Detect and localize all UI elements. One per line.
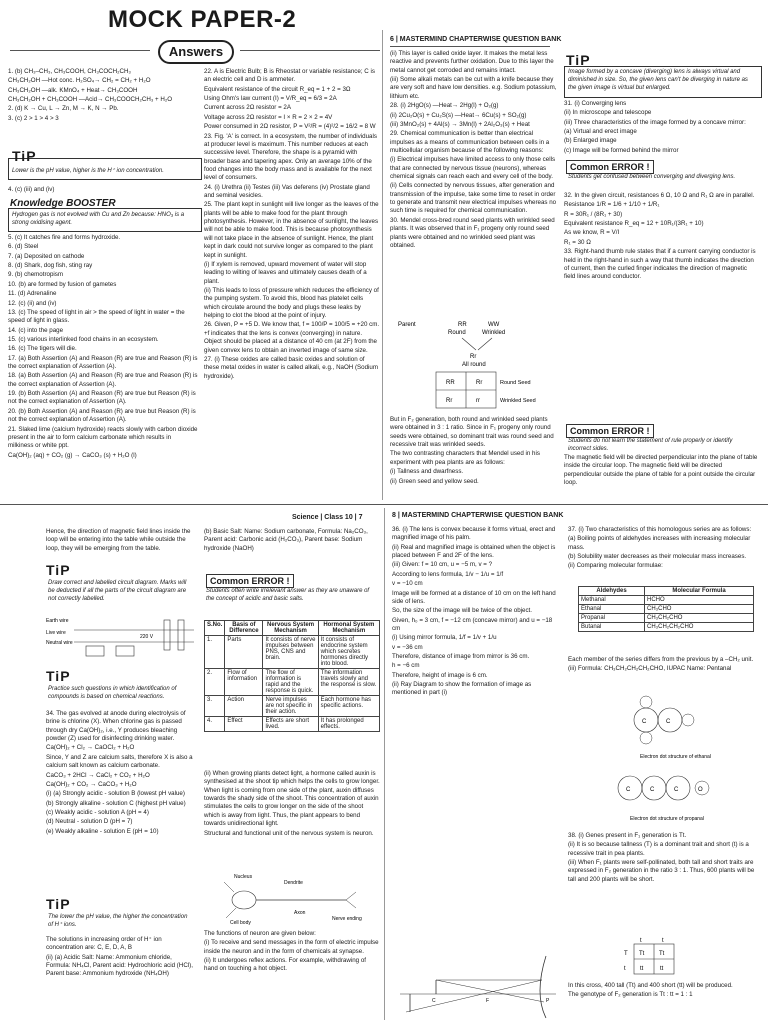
answer-22-calc: Voltage across 2Ω resistor = I × R = 2 × 2 = 4V	[204, 113, 333, 121]
answer-4: 4. (c) (iii) and (iv)	[8, 186, 55, 193]
knowledge-booster-label: Knowledge BOOSTER	[10, 198, 116, 209]
answer-mirror-h: h = −6 cm	[392, 662, 420, 670]
table-header: Basis of Difference	[225, 621, 263, 636]
answer-3: 3. (c) 2 > 1 > 4 > 3	[8, 114, 59, 122]
answer-37-diff: Each member of the series differs from the previous by a –CH₂ unit.	[568, 656, 754, 663]
table-cell: 4.	[205, 717, 225, 732]
answer-22-calc: Using Ohm's law current (I) = V/R_eq = 6/3 = 2A	[204, 95, 337, 103]
svg-text:Parent: Parent	[398, 322, 416, 328]
answer-28-iii: (iii) 3MnO₂(s) + 4Al(s) → 3Mn(l) + 2Al₂O₃(s) + Heat	[390, 120, 530, 128]
table-cell: It has prolonged effects.	[318, 717, 379, 732]
answer-mirror-given: Given, h₀ = 3 cm, f = −12 cm (concave mirror) and u = −18 cm	[392, 616, 553, 632]
page-break	[0, 504, 768, 505]
answer-29: 29. Chemical communication is better than electrical impulses as a means of communication between cells in a multicellular organism because of the following reasons:	[390, 130, 550, 154]
tip-label: TiP	[46, 668, 71, 684]
answer-31-c: (c) Image will be formed behind the mirror	[564, 146, 679, 154]
answer-auxin: (ii) When growing plants detect light, a hormone called auxin is synthesised at the shoot tip which helps the cells to grow longer. When light is coming from one side of the plant, auxin diffuses towards the shady side of the shoot. This concentration of auxin stimulates the cells to grow longer on the side of the shoot which is away from light. Thus, the plant appears to bend towards unidirectional light.	[204, 770, 380, 828]
ray-diagram	[396, 950, 560, 1020]
svg-text:tt: tt	[640, 966, 644, 972]
table-row	[579, 605, 754, 614]
page-header: 8 | MASTERMIND CHAPTERWISE QUESTION BANK	[392, 512, 564, 519]
svg-text:Dendrite: Dendrite	[284, 880, 303, 886]
tip-text: The lower the pH value, the higher the concentration of H⁺ ions.	[48, 914, 188, 928]
svg-text:WW: WW	[488, 322, 500, 328]
answer-32-calc: Resistance 1/R = 1/6 + 1/10 + 1/R₁	[564, 201, 660, 209]
bl-col2-mid	[204, 770, 380, 839]
answer-22-calc: Equivalent resistance of the circuit R_eq = 1 + 2 = 3Ω	[204, 85, 351, 93]
tip-text: Image formed by a concave (diverging) lens is always virtual and diminished in size. So, the given lens can't be diverging in nature as the given image is virtual but enlarged.	[568, 69, 748, 91]
table-cell: HCHO	[645, 596, 754, 605]
table-cell: Parts	[225, 636, 263, 669]
answer-19: 19. (b) Both Assertion (A) and Reason (R) are true but Reason (R) is not the correct explanation of Assertion (A).	[8, 390, 196, 406]
answer-36-iii: (iii) Given: f = 10 cm, u = −5 m, v = ?	[392, 561, 493, 569]
answer-36-ii: (ii) Real and magnified image is obtained when the object is placed between F and 2F of the lens.	[392, 543, 556, 560]
table-cell: The flow of information is rapid and the response is quick.	[263, 669, 318, 696]
answer-32-calc: As we know, R = V/I	[564, 229, 620, 237]
svg-text:O: O	[698, 787, 703, 793]
tip-text: Draw correct and labelled circuit diagram. Marks will be deducted if all the parts of the circuit diagram are not correctly labelled.	[48, 580, 187, 602]
answer-18: 18. (a) Both Assertion (A) and Reason (R) are true and Reason (R) is the correct explanation of Assertion (A).	[8, 372, 198, 388]
answers-col1-top	[8, 68, 198, 124]
br-col1	[392, 526, 560, 699]
right-col1	[390, 50, 558, 251]
table-row	[205, 717, 380, 732]
table-header: S.No.	[205, 621, 225, 636]
answer-38-i: 38. (i) Genes present in F₁ generation is Tt.	[568, 832, 687, 839]
answer-31-i: 31. (i) Converging lens	[564, 100, 627, 107]
answer-ph-b: (b) Strongly alkaline - solution C (highest pH value)	[46, 799, 186, 807]
answer-37-i: 37. (i) Two characteristics of this homologous series are as follows:	[568, 526, 752, 533]
answer-15: 15. (c) various interlinked food chains in an ecosystem.	[8, 335, 159, 343]
answer-30-chars: The two contrasting characters that Mendel used in his experiment with pea plants are as follows:	[390, 450, 540, 466]
br-col2-bottom	[568, 832, 760, 885]
answer-28-ii: (ii) 2Cu₂O(s) + Cu₂S(s) —Heat→ 6Cu(s) + SO₂(g)	[390, 111, 527, 119]
answer-mirror-distance: Therefore, distance of image from mirror is 36 cm.	[392, 653, 530, 661]
answer-29-ii: (ii) Cells connected by nervous tissues, after generation and transmission of the impulse, take some time to reset in order to generate and transmit new electrical impulses whereas no such time is required for chemical communication.	[390, 182, 557, 215]
answer-mirror-v: v = −36 cm	[392, 643, 423, 651]
answer-5: 5. (c) It catches fire and forms hydroxide.	[8, 234, 121, 241]
answer-25-i: (i) If xylem is removed, upward movement of water will stop leading to wilting of leaves and ultimately causes death of a plant.	[204, 260, 367, 285]
table-cell: Effect	[225, 717, 263, 732]
svg-text:Axon: Axon	[294, 910, 306, 916]
answer-10: 10. (b) are formed by fusion of gametes	[8, 280, 117, 288]
answer-order: The solutions in increasing order of H⁺ ion concentration are: C, E, D, A, B	[46, 936, 162, 952]
answer-37-b: (b) Solubility water decreases as their molecular mass increases.	[568, 553, 747, 561]
answer-ph-d: (d) Neutral - solution D (pH = 7)	[46, 818, 133, 826]
answer-30-i: (i) Tallness and dwarfness.	[390, 468, 464, 476]
answer-21: 21. Slaked lime (calcium hydroxide) reacts slowly with carbon dioxide present in the air to form calcium carbonate which results in milkiness or white ppt.	[8, 425, 198, 450]
answer-mirror-height: Therefore, height of image is 6 cm.	[392, 671, 488, 679]
answer-36-size: So, the size of the image will be twice of the object.	[392, 607, 532, 615]
svg-text:Rr: Rr	[470, 354, 477, 360]
center-divider	[382, 30, 383, 500]
table-row	[205, 696, 380, 717]
table-cell: It consists of endocrine system which secretes hormones directly into blood.	[318, 636, 379, 669]
answer-36-image: Image will be formed at a distance of 10 cm on the left hand side of lens.	[392, 589, 556, 605]
svg-text:Nucleus: Nucleus	[234, 874, 253, 880]
svg-text:RR: RR	[446, 380, 455, 386]
answer-32-calc: Equivalent resistance R_eq = 12 + 10R₁/(3R₁ + 10)	[564, 220, 704, 228]
answer-22: 22. A is Electric Bulb; B is Rheostat or variable resistance; C is an electric cell and D is ammeter.	[204, 68, 375, 84]
svg-text:Tt: Tt	[639, 951, 645, 957]
table-cell: Nerve impulses are not specific in their action.	[263, 696, 318, 717]
page-header: 6 | MASTERMIND CHAPTERWISE QUESTION BANK	[390, 36, 562, 43]
aldehyde-table	[578, 586, 754, 632]
answer-8: 8. (d) Shark, dog fish, sting ray	[8, 262, 93, 270]
answer-21-eq: Ca(OH)₂ (aq) + CO₂ (g) → CaCO₃ (s) + H₂O (l)	[8, 451, 137, 459]
svg-text:Round: Round	[448, 330, 466, 336]
svg-text:Round Seed: Round Seed	[500, 380, 531, 386]
svg-text:Neutral wire: Neutral wire	[46, 640, 73, 646]
answer-31-ii: (ii) In microscope and telescope	[564, 109, 652, 117]
table-row	[579, 623, 754, 632]
table-cell: CH₃CHO	[645, 605, 754, 614]
table-cell: The information travels slowly and the response is slow.	[318, 669, 379, 696]
answers-col1-mid	[8, 234, 198, 461]
common-error-label: Common ERROR !	[566, 160, 654, 174]
answer-38-cross: In this cross, 400 tall (Tt) and 400 short (tt) will be produced.	[568, 982, 733, 989]
svg-text:C: C	[666, 719, 671, 725]
svg-text:Electron dot structure of etha: Electron dot structure of ethanal	[640, 754, 711, 760]
tip-text: Practice such questions in which identification of compounds is based on chemical reactions.	[48, 686, 177, 700]
answer-34-text: Since, Y and Z are calcium salts, therefore X is also a calcium salt known as calcium carbonate.	[46, 753, 193, 770]
table-cell: Each hormone has specific actions.	[318, 696, 379, 717]
answer-24: 24. (i) Urethra (ii) Testes (iii) Vas deferens (iv) Prostate gland and seminal vesicles.	[204, 183, 370, 200]
answer-1-eq: CH₃CH₂OH + CH₃COOH —Acid→ CH₃COOCH₂CH₃ + H₂O	[8, 96, 173, 104]
table-cell: Effects are short lived.	[263, 717, 318, 732]
answer-37-ii: (ii) Comparing molecular formulae:	[568, 562, 663, 570]
answer-27-ii: (ii) This layer is called oxide layer. It makes the metal less reactive and prevents further oxidation. Due to this layer the metal cannot get corroded and remains intact.	[390, 50, 554, 74]
svg-text:Nerve ending: Nerve ending	[332, 916, 362, 922]
kb-text: Hydrogen gas is not evolved with Cu and Zn because: HNO₃ is a strong oxidising agent.	[12, 212, 185, 226]
answer-6: 6. (d) Steel	[8, 243, 39, 251]
answer-29-i: (i) Electrical impulses have limited access to only those cells that are connected by nervous tissue (neurons), whereas chemical signals can reach each and every cell of the body.	[390, 156, 556, 181]
punnett-square	[620, 936, 680, 976]
answer-mirror-formula: (i) Using mirror formula, 1/f = 1/v + 1/u	[392, 634, 497, 642]
common-error-text: Students often write irrelevant answer as they are unaware of the concept of acidic and basic salts.	[206, 588, 370, 602]
center-divider	[384, 508, 385, 1020]
svg-text:F: F	[486, 998, 490, 1004]
answer-26: 26. Given, P = +5 D. We know that, f = 100/P = 100/5 = +20 cm. +f indicates that the lens is convex (converging) in nature. Object should be placed at a distance of 40 cm (at 2F) from the given convex lens to obtain an inverted image of same size.	[204, 321, 380, 354]
table-cell: Propanal	[579, 614, 645, 623]
answer-1-eq: CH₃CH₂OH —Hot conc. H₂SO₄→ CH₂ = CH₂ + H₂O	[8, 77, 151, 85]
bl-col1-mid	[46, 710, 194, 837]
table-cell: Methanal	[579, 596, 645, 605]
page-header: Science | Class 10 | 7	[292, 514, 363, 521]
svg-text:Electron dot structure of prop: Electron dot structure of propanal	[630, 816, 704, 822]
answer-36-i: 36. (i) The lens is convex because it forms virtual, erect and magnified image of his palm.	[392, 526, 556, 542]
answer-34-eq: CaCO₃ + 2HCl → CaCl₂ + CO₂ + H₂O	[46, 771, 150, 779]
right-col2-mid	[564, 192, 760, 283]
table-row	[579, 614, 754, 623]
svg-text:C: C	[432, 998, 436, 1004]
svg-text:t: t	[662, 938, 664, 944]
table-cell: CH₃CH₂CHO	[645, 614, 754, 623]
answer-33: 33. Right-hand thumb rule states that if a current carrying conductor is held in the right-hand in such a way that thumb indicates the direction of current, then the curled finger indicates the direction of magnetic field lines around conductor.	[564, 248, 756, 281]
br-col2-top	[568, 526, 760, 572]
table-header: Aldehydes	[579, 587, 645, 596]
svg-text:Wrinkled: Wrinkled	[482, 330, 506, 336]
answer-32: 32. In the given circuit, resistances 6 Ω, 10 Ω and R₁ Ω are in parallel.	[564, 192, 755, 199]
table-cell: Action	[225, 696, 263, 717]
answer-1-eq: CH₃CH₂OH —alk. KMnO₄ + Heat→ CH₃COOH	[8, 86, 138, 94]
tip-label: TiP	[46, 896, 71, 912]
answer-23: 23. Fig. 'A' is correct. In a ecosystem, the number of individuals at producer level is maximum. This number reduces at each successive level. Therefore, the shape is a pyramid with broader base and tapering apex. Only an average 10% of the food changes into the body mass and is available for the next level of consumers.	[204, 132, 377, 182]
answer-ray-diagram: (ii) Ray Diagram to show the formation of image as mentioned in part (i)	[392, 681, 532, 697]
svg-text:C: C	[650, 787, 655, 793]
answer-ph-c: (c) Weakly acidic - solution A (pH = 4)	[46, 808, 149, 816]
table-cell: 3.	[205, 696, 225, 717]
answer-31-iii: (iii) Three characteristics of the image formed by a concave mirror:	[564, 118, 746, 126]
answer-30-ii: (ii) Green seed and yellow seed.	[390, 477, 479, 485]
answer-1: 1. (b) CH₃–CH₃, CH₃COOH, CH₃COCH₂CH₃	[8, 68, 131, 75]
answer-12: 12. (c) (ii) and (iv)	[8, 299, 57, 307]
table-cell: Flow of information	[225, 669, 263, 696]
svg-text:Rr: Rr	[446, 398, 453, 404]
answer-7: 7. (a) Deposited on cathode	[8, 252, 85, 260]
table-cell: It consists of nerve impulses between PNS, CNS and brain.	[263, 636, 318, 669]
svg-text:All round: All round	[462, 362, 486, 368]
nervous-hormonal-table	[204, 620, 380, 732]
tip-label: TiP	[566, 52, 591, 68]
answers-heading: Answers	[158, 40, 234, 64]
answers-col2	[204, 68, 380, 382]
svg-text:t: t	[624, 966, 626, 972]
answer-neuron-functions: The functions of neuron are given below:	[204, 930, 316, 937]
table-header: Nervous System Mechanism	[263, 621, 318, 636]
divider	[10, 50, 150, 51]
answer-34-eq: Ca(OH)₂ + Cl₂ → CaOCl₂ + H₂O	[46, 744, 135, 752]
table-row	[205, 669, 380, 696]
answer-13: 13. (c) The speed of light in air > the speed of light in water = the speed of light in glass.	[8, 308, 185, 325]
electron-dot-structures	[600, 694, 740, 828]
right-col1-bottom	[390, 416, 558, 487]
svg-text:Earth wire: Earth wire	[46, 618, 69, 624]
answer-ph-a: (i) (a) Strongly acidic - solution B (lowest pH value)	[46, 790, 185, 798]
answer-32-result: R₁ = 30 Ω	[564, 238, 591, 246]
bl-col1-bottom	[46, 936, 194, 980]
common-error-text: Students do not learn the statement of rule properly or identify incorrect sides.	[568, 438, 733, 452]
answer-2: 2. (d) K → Cu, L → Zn, M → K, N → Pb.	[8, 105, 119, 113]
answer-31-b: (b) Enlarged image	[564, 137, 617, 145]
answer-22-calc: Power consumed in 2Ω resistor, P = V²/R = (4)²/2 = 16/2 = 8 W	[204, 123, 376, 131]
answer-38-iii: (iii) When F₁ plants were self-pollinated, both tall and short traits are expressed in F₂ generation in the ratio 3 : 1. Thus, 600 plants will be tall and 200 plants will be short.	[568, 859, 755, 883]
tip-label: TiP	[46, 562, 71, 578]
answer-20: 20. (b) Both Assertion (A) and Reason (R) are true but Reason (R) is not the correct explanation of Assertion (A).	[8, 407, 196, 424]
answer-34: 34. The gas evolved at anode during electrolysis of brine is chlorine (X). When chlorine gas is passed through dry Ca(OH)₂, i.e., Y produces bleaching powder (Z) used for disinfecting drinking water.	[46, 710, 186, 743]
answer-37-iii: (iii) Formula: CH₃CH₂CH₂CH₂CHO, IUPAC Name: Pentanal	[568, 665, 732, 673]
table-header: Molecular Formula	[645, 587, 754, 596]
neuron-diagram	[214, 870, 364, 926]
answer-ph-e: (e) Weakly alkaline - solution E (pH = 10)	[46, 827, 159, 835]
answer-38-genotype: The genotype of F₂ generation is Tt : tt = 1 : 1	[568, 991, 693, 999]
table-header: Hormonal System Mechanism	[318, 621, 379, 636]
answer-30: 30. Mendel cross-bred round seed plants with wrinkled seed plants. It was observed that in F₁ progeny only round seed plants were obtained and no wrinkled seed plant was obtained.	[390, 216, 555, 249]
answer-31-a: (a) Virtual and erect image	[564, 128, 637, 136]
answer-neuron-i: (i) To receive and send messages in the form of electric impulse inside the neuron and in the form of chemicals at synapse.	[204, 939, 379, 955]
common-error-label: Common ERROR !	[566, 424, 654, 438]
svg-text:Wrinkled Seed: Wrinkled Seed	[500, 398, 536, 404]
answer-basic-salt: (b) Basic Salt: Name: Sodium carbonate, Formula: Na₂CO₃, Parent acid: Carbonic acid (H₂CO₃), Parent base: Sodium hydroxide (NaOH)	[204, 528, 368, 552]
svg-text:Tt: Tt	[659, 951, 665, 957]
divider	[240, 50, 380, 51]
answer-27: 27. (i) These oxides are called basic oxides and solution of these metal oxides in water is called alkali, e.g., NaOH (Sodium hydroxide).	[204, 355, 379, 380]
answer-34-eq: Ca(OH)₂ + CO₂ → CaCO₃ + H₂O	[46, 780, 137, 788]
table-cell: Butanal	[579, 623, 645, 632]
answer-38-ii: (ii) It is so because tallness (T) is a dominant trait and short (t) is a recessive trait in pea plants.	[568, 841, 749, 857]
answer-25: 25. The plant kept in sunlight will live longer as the leaves of the plants will be able to make food for the plant through photosynthesis. However, in the absence of sunlight, the leaves will not be able to make food. This is because photosynthesis will not take place in the absence of sunlight. Hence, the plant kept in dark could not survive longer as compared to the plant kept in sunlight.	[204, 201, 379, 259]
tip-text: Lower is the pH value, higher is the H⁺ ion concentration.	[12, 168, 164, 174]
svg-text:220 V: 220 V	[140, 634, 154, 640]
svg-text:Cell body: Cell body	[230, 920, 251, 926]
br-col2-mid	[568, 656, 760, 675]
svg-text:C: C	[674, 787, 679, 793]
answer-37-a: (a) Boiling points of aldehydes increases with increasing molecular mass.	[568, 535, 751, 551]
svg-text:RR: RR	[458, 322, 467, 328]
mendel-cross-diagram	[396, 318, 546, 412]
common-error-label: Common ERROR !	[206, 574, 294, 588]
answer-11: 11. (d) Adrenaline	[8, 290, 57, 298]
svg-text:C: C	[626, 787, 631, 793]
right-col2	[564, 100, 760, 156]
answer-22-calc: Current across 2Ω resistor = 2A	[204, 104, 291, 112]
svg-text:Rr: Rr	[476, 380, 483, 386]
svg-text:T: T	[624, 951, 628, 957]
circuit-diagram	[46, 612, 196, 662]
answer-16: 16. (c) The tigers will die.	[8, 345, 77, 353]
answer-neuron: Structural and functional unit of the nervous system is neuron.	[204, 829, 374, 837]
answer-14: 14. (c) into the page	[8, 326, 64, 334]
answer-32-calc: R = 30R₁ / (8R₁ + 30)	[564, 210, 623, 218]
answer-36-formula: According to lens formula, 1/v − 1/u = 1/f	[392, 570, 504, 578]
answer-33-field: The magnetic field will be directed perpendicular into the plane of table inside the circular loop. The magnetic field will be directed perpendicular outside the plane of table for a point outside the circular loop.	[564, 454, 758, 487]
common-error-text: Students get confused between converging and diverging lens.	[568, 174, 736, 180]
bl-col2-bottom	[204, 930, 380, 975]
svg-text:t: t	[640, 938, 642, 944]
answer-neuron-ii: (ii) It undergoes reflex actions. For example, withdrawing of hand on touching a hot object.	[204, 957, 366, 973]
bl-col1-top: Hence, the direction of magnetic field lines inside the loop will be entering into the table while outside the loop, they will be emerging from the table.	[46, 528, 191, 552]
table-row	[579, 596, 754, 605]
answer-17: 17. (a) Both Assertion (A) and Reason (R) are true and Reason (R) is the correct explanation of Assertion (A).	[8, 354, 198, 371]
tip-label: TiP	[12, 148, 37, 164]
table-cell: 1.	[205, 636, 225, 669]
svg-text:C: C	[642, 719, 647, 725]
answer-9: 9. (b) chemotropism	[8, 271, 64, 279]
answer-27-iii: (iii) Some alkali metals can be cut with a knife because they are very soft and have low densities. e.g. Sodium potassium, lithium etc.	[390, 76, 557, 100]
svg-text:P: P	[546, 998, 550, 1004]
answer-30-f2: But in F₂ generation, both round and wrinkled seed plants were obtained in 3 : 1 ratio. Since in F₁ progeny only round seeds were obtained, so dominant trait was round seed and recessive trait was wrinkled seeds.	[390, 416, 554, 449]
answer-25-ii: (ii) This leads to loss of pressure which reduces the efficiency of the pumping system. To avoid this, blood has platelet cells which circulate around the body and plugs these leaks by helping to clot the blood at the point of injury.	[204, 286, 379, 320]
svg-text:rr: rr	[476, 398, 480, 404]
answer-acidic-salt: (ii) (a) Acidic Salt: Name: Ammonium chloride, Formula: NH₄Cl, Parent acid: Hydrochloric acid (HCl), Parent base: Ammonium hydroxide (NH₄OH)	[46, 953, 193, 978]
table-cell: 2.	[205, 669, 225, 696]
table-row	[205, 636, 380, 669]
page-title: MOCK PAPER-2	[108, 6, 297, 33]
answer-28-i: 28. (i) 2HgO(s) —Heat→ 2Hg(l) + O₂(g)	[390, 102, 499, 110]
svg-text:Live wire: Live wire	[46, 630, 66, 636]
svg-text:tt: tt	[660, 966, 664, 972]
header-rule	[390, 46, 550, 47]
table-cell: Ethanal	[579, 605, 645, 614]
table-cell: CH₃CH₂CH₂CHO	[645, 623, 754, 632]
answer-36-result: v = −10 cm	[392, 580, 423, 588]
br-col2-final	[568, 982, 760, 1001]
